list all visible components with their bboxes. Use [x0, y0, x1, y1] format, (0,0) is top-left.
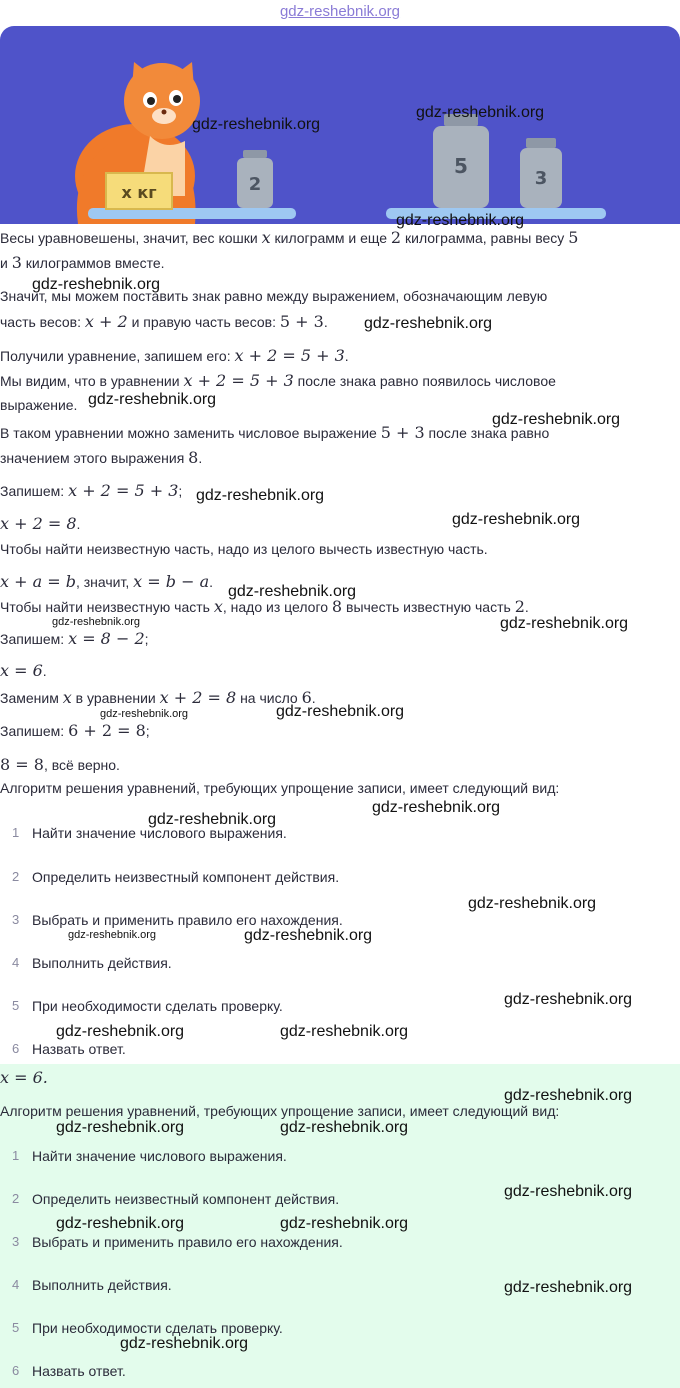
weight-5-label: 5 [454, 154, 468, 178]
watermark: gdz-reshebnik.org [52, 616, 141, 628]
watermark: gdz-reshebnik.org [196, 487, 325, 504]
watermark: gdz-reshebnik.org [452, 511, 581, 528]
top-watermark[interactable]: gdz-reshebnik.org [279, 3, 401, 20]
paragraph-5: В таком уравнении можно заменить числовое выражение 5 + 3 после знака равно [0, 423, 550, 442]
watermark: gdz-reshebnik.org [280, 1023, 409, 1040]
watermark: gdz-reshebnik.org [56, 1119, 185, 1136]
watermark: gdz-reshebnik.org [228, 583, 357, 600]
paragraph-1: Весы уравновешены, значит, вес кошки x килограмм и еще 2 килограмма, равны весу 5 [0, 228, 579, 247]
paragraph-10: Запишем: x = 8 − 2; [0, 629, 149, 648]
weight-2 [237, 150, 273, 208]
watermark: gdz-reshebnik.org [68, 929, 157, 941]
watermark: gdz-reshebnik.org [32, 276, 161, 293]
equation-x-eq-6: x = 6. [0, 661, 47, 680]
watermark: gdz-reshebnik.org [416, 104, 545, 121]
paragraph-12: Запишем: 6 + 2 = 8; [0, 721, 150, 740]
watermark: gdz-reshebnik.org [148, 811, 277, 828]
watermark: gdz-reshebnik.org [100, 708, 189, 720]
scales-drawing [0, 26, 680, 224]
watermark: gdz-reshebnik.org [492, 411, 621, 428]
paragraph-5-cont: значением этого выражения 8. [0, 448, 203, 467]
paragraph-2-cont: часть весов: x + 2 и правую часть весов: 5 + 3. [0, 312, 328, 331]
watermark: gdz-reshebnik.org [372, 799, 501, 816]
paragraph-3: Получили уравнение, запишем его: x + 2 = 5 + 3. [0, 346, 349, 365]
cat-weight-label: x кг [121, 183, 157, 202]
weight-3-label: 3 [534, 168, 548, 189]
paragraph-8: x + a = b, значит, x = b − a. [0, 572, 213, 591]
watermark: gdz-reshebnik.org [396, 212, 525, 229]
watermark: gdz-reshebnik.org [120, 1335, 249, 1352]
answer-result: x = 6. [0, 1068, 48, 1087]
paragraph-11: Заменим x в уравнении x + 2 = 8 на число 6. [0, 688, 316, 707]
watermark: gdz-reshebnik.org [468, 895, 597, 912]
watermark: gdz-reshebnik.org [500, 615, 629, 632]
watermark: gdz-reshebnik.org [88, 391, 217, 408]
watermark: gdz-reshebnik.org [192, 116, 321, 133]
watermark: gdz-reshebnik.org [504, 1183, 633, 1200]
weight-2-label: 2 [248, 174, 262, 195]
paragraph-9: Чтобы найти неизвестную часть x, надо из целого 8 вычесть известную часть 2. [0, 597, 529, 616]
watermark: gdz-reshebnik.org [280, 1119, 409, 1136]
answer-algorithm-title: Алгоритм решения уравнений, требующих упрощение записи, имеет следующий вид: [0, 1103, 560, 1119]
paragraph-6: Запишем: x + 2 = 5 + 3; [0, 481, 183, 500]
watermark: gdz-reshebnik.org [504, 1279, 633, 1296]
paragraph-4-cont: выражение. [0, 397, 78, 413]
paragraph-7: Чтобы найти неизвестную часть, надо из целого вычесть известную часть. [0, 541, 488, 557]
watermark: gdz-reshebnik.org [364, 315, 493, 332]
paragraph-2: Значит, мы можем поставить знак равно между выражением, обозначающим левую [0, 288, 548, 304]
watermark: gdz-reshebnik.org [504, 1087, 633, 1104]
algorithm-title: Алгоритм решения уравнений, требующих упрощение записи, имеет следующий вид: [0, 780, 560, 796]
watermark: gdz-reshebnik.org [276, 703, 405, 720]
paragraph-13: 8 = 8, всё верно. [0, 755, 120, 774]
equation-x-plus-2-eq-8: x + 2 = 8. [0, 514, 81, 533]
paragraph-1-cont: и 3 килограммов вместе. [0, 253, 165, 272]
watermark: gdz-reshebnik.org [280, 1215, 409, 1232]
scales-illustration [0, 26, 680, 224]
watermark: gdz-reshebnik.org [56, 1023, 185, 1040]
watermark: gdz-reshebnik.org [56, 1215, 185, 1232]
watermark: gdz-reshebnik.org [504, 991, 633, 1008]
weight-3 [520, 138, 562, 208]
weight-5 [433, 114, 489, 208]
paragraph-4: Мы видим, что в уравнении x + 2 = 5 + 3 после знака равно появилось числовое [0, 371, 556, 390]
watermark: gdz-reshebnik.org [244, 927, 373, 944]
